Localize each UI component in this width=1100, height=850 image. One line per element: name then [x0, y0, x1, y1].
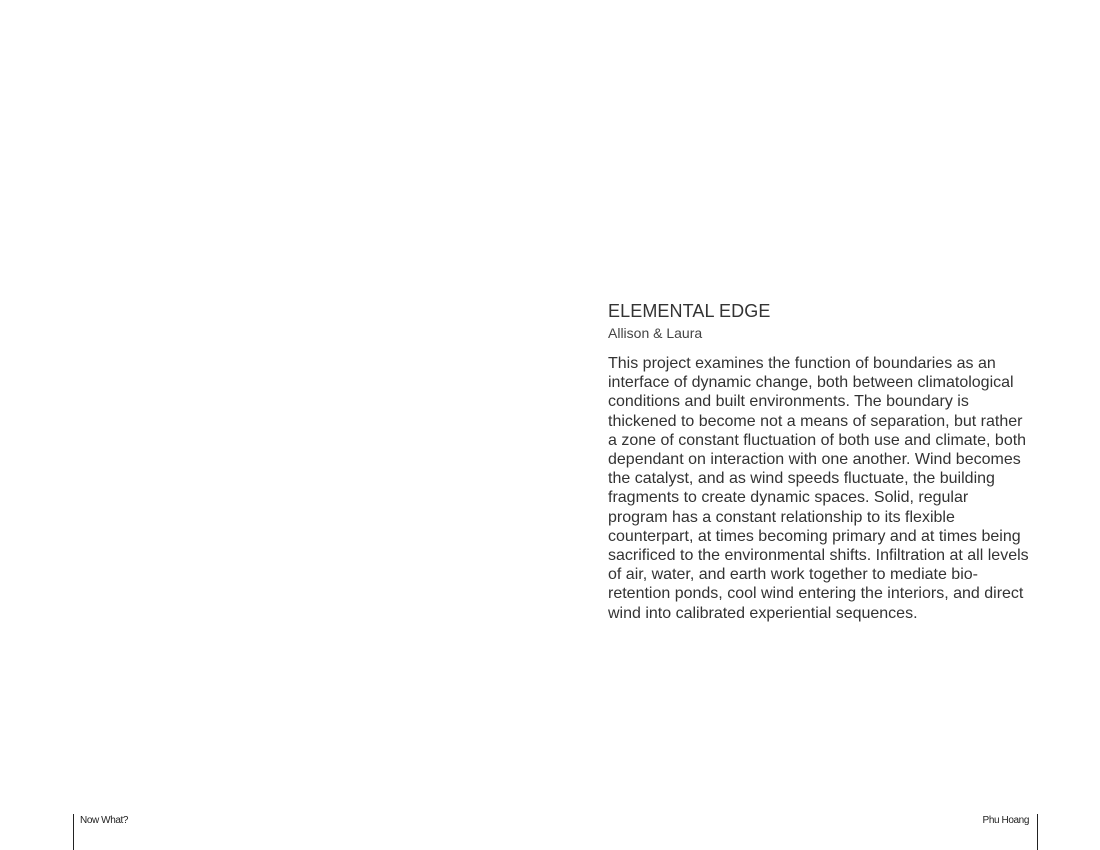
- footer-left: [73, 814, 128, 850]
- footer-right: [983, 814, 1038, 850]
- article: [608, 299, 1038, 623]
- article-body: This project examines the function of boundaries as an interface of dynamic change, both between climatological conditions and built environments. The boundary is thickened to become not a means of separation, but rather a zone of constant fluctuation of both use and climate, both dependant on interaction with one another. Wind becomes the catalyst, and as wind speeds fluctuate, the building fragments to create dynamic spaces. Solid, regular program has a constant relationship to its flexible counterpart, at times becoming primary and at times being sacrificed to the environmental shifts. Infiltration at all levels of air, water, and earth work together to mediate bio- retention ponds, cool wind entering the interiors, and direct wind into calibrated experiential sequences.: [608, 355, 1029, 622]
- footer-publication-title: Now What?: [80, 815, 129, 826]
- article-authors: Allison & Laura: [608, 325, 703, 341]
- article-title: ELEMENTAL EDGE: [608, 301, 771, 321]
- footer-author-name: Phu Hoang: [982, 815, 1029, 826]
